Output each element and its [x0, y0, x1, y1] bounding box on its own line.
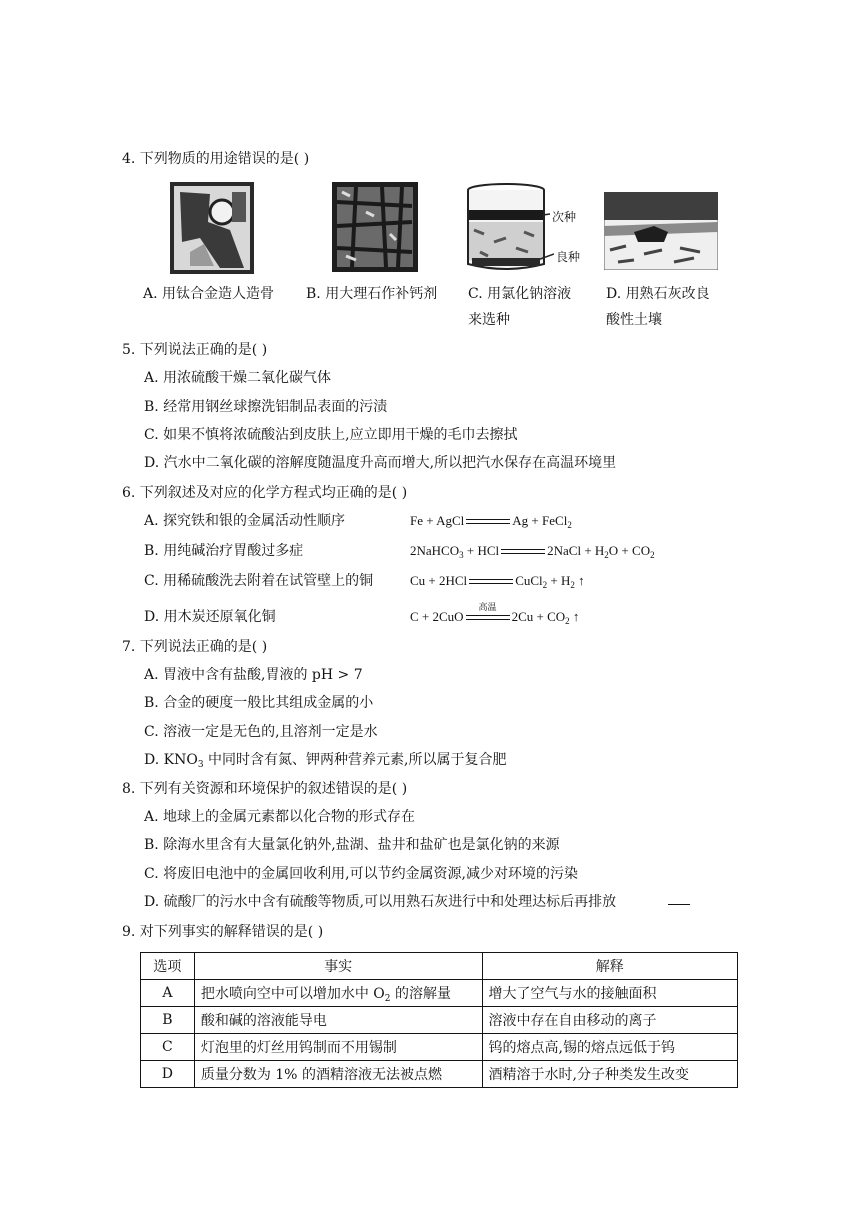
- table-row: [141, 980, 738, 1007]
- question-8-option-a: A. 地球上的金属元素都以化合物的形式存在: [144, 809, 416, 825]
- question-5-option-a: A. 用浓硫酸干燥二氧化碳气体: [144, 370, 332, 386]
- question-7-option-d: [144, 752, 507, 770]
- question-7-option-a: A. 胃液中含有盐酸,胃液的 pH > 7: [144, 667, 363, 683]
- equation-d-condition: 高温: [478, 602, 497, 613]
- question-4-stem: 4. 下列物质的用途错误的是( ): [122, 151, 310, 167]
- row-fact-prefix: 把水喷向空中可以增加水中 O: [200, 986, 385, 1002]
- farmland-image: [604, 192, 718, 270]
- question-9-table: [140, 952, 738, 1088]
- question-9-stem: 9. 对下列事实的解释错误的是( ): [122, 924, 324, 940]
- leader-line: [540, 250, 554, 260]
- question-4-option-d-line1: D. 用熟石灰改良: [606, 286, 710, 302]
- question-4-option-c-line1: C. 用氯化钠溶液: [468, 286, 572, 302]
- table-row: [141, 1034, 738, 1061]
- question-6-option-a: A. 探究铁和银的金属活动性顺序: [144, 513, 346, 529]
- equation-b: 2NaHCO$_3$ + HCl 2NaCl + $H_2O + CO_2$: [410, 543, 655, 560]
- table-header-row: [141, 953, 738, 980]
- equation-d: C + 2CuO 高温 $2Cu + CO_2$ ↑: [410, 602, 580, 626]
- row-option: B: [141, 1007, 195, 1034]
- row-fact: [194, 980, 482, 1007]
- question-4-option-c-line2: 来选种: [468, 312, 510, 328]
- question-5-option-b: B. 经常用钢丝球擦洗铝制品表面的污渍: [144, 399, 388, 415]
- row-option: C: [141, 1034, 195, 1061]
- label-inferior-seed: 次种: [552, 210, 577, 224]
- question-8-option-c: C. 将废旧电池中的金属回收利用,可以节约金属资源,减少对环境的污染: [144, 866, 579, 882]
- question-7-option-d-prefix: D. KNO: [144, 752, 198, 768]
- table-row: [141, 1007, 738, 1034]
- question-5-option-d: D. 汽水中二氧化碳的溶解度随温度升高而增大,所以把汽水保存在高温环境里: [144, 455, 617, 471]
- header-option: 选项: [141, 953, 195, 980]
- trailing-dash: [668, 904, 690, 905]
- question-8-stem: 8. 下列有关资源和环境保护的叙述错误的是( ): [122, 781, 408, 797]
- row-explanation: 增大了空气与水的接触面积: [482, 980, 737, 1007]
- question-4-option-d-line2: 酸性土壤: [606, 312, 662, 328]
- row-explanation: 钨的熔点高,锡的熔点远低于钨: [482, 1034, 737, 1061]
- equation-c: Cu + 2HCl CuCl$_2$ + $H_2$ ↑: [410, 573, 585, 590]
- equation-a: Fe + AgCl Ag + FeCl$_2$: [410, 513, 572, 530]
- question-6-option-d: D. 用木炭还原氧化铜: [144, 609, 276, 625]
- marble-image: [332, 182, 418, 272]
- row-option: A: [141, 980, 195, 1007]
- row-fact: 酸和碱的溶液能导电: [194, 1007, 482, 1034]
- question-7-stem: 7. 下列说法正确的是( ): [122, 639, 268, 655]
- question-4-option-b: B. 用大理石作补钙剂: [306, 286, 438, 302]
- artificial-bone-image: [170, 182, 254, 274]
- row-explanation: 溶液中存在自由移动的离子: [482, 1007, 737, 1034]
- row-fact-subscript: 2: [384, 994, 391, 1004]
- question-7-option-c: C. 溶液一定是无色的,且溶剂一定是水: [144, 724, 378, 740]
- question-6-stem: 6. 下列叙述及对应的化学方程式均正确的是( ): [122, 485, 408, 501]
- question-4-option-a: A. 用钛合金造人造骨: [143, 286, 275, 302]
- row-option: D: [141, 1061, 195, 1088]
- table-row: [141, 1061, 738, 1088]
- label-good-seed: 良种: [556, 250, 581, 264]
- question-6-option-c: C. 用稀硫酸洗去附着在试管壁上的铜: [144, 573, 374, 589]
- header-fact: 事实: [194, 953, 482, 980]
- question-5-option-c: C. 如果不慎将浓硫酸沾到皮肤上,应立即用干燥的毛巾去擦拭: [144, 427, 518, 443]
- question-5-stem: 5. 下列说法正确的是( ): [122, 342, 268, 358]
- question-7-option-d-suffix: 中同时含有氮、钾两种营养元素,所以属于复合肥: [203, 752, 507, 768]
- row-fact-suffix: 的溶解量: [390, 986, 451, 1002]
- question-8-option-b: B. 除海水里含有大量氯化钠外,盐湖、盐井和盐矿也是氯化钠的来源: [144, 837, 560, 853]
- question-7-option-d-subscript: 3: [197, 760, 204, 770]
- row-fact: 灯泡里的灯丝用钨制而不用锡制: [194, 1034, 482, 1061]
- question-7-option-b: B. 合金的硬度一般比其组成金属的小: [144, 695, 374, 711]
- header-explanation: 解释: [482, 953, 737, 980]
- row-fact: 质量分数为 1% 的酒精溶液无法被点燃: [194, 1061, 482, 1088]
- question-6-option-b: B. 用纯碱治疗胃酸过多症: [144, 543, 304, 559]
- row-explanation: 酒精溶于水时,分子种类发生改变: [482, 1061, 737, 1088]
- seed-selection-beaker-image: [464, 182, 550, 274]
- question-8-option-d: D. 硫酸厂的污水中含有硫酸等物质,可以用熟石灰进行中和处理达标后再排放: [144, 894, 617, 910]
